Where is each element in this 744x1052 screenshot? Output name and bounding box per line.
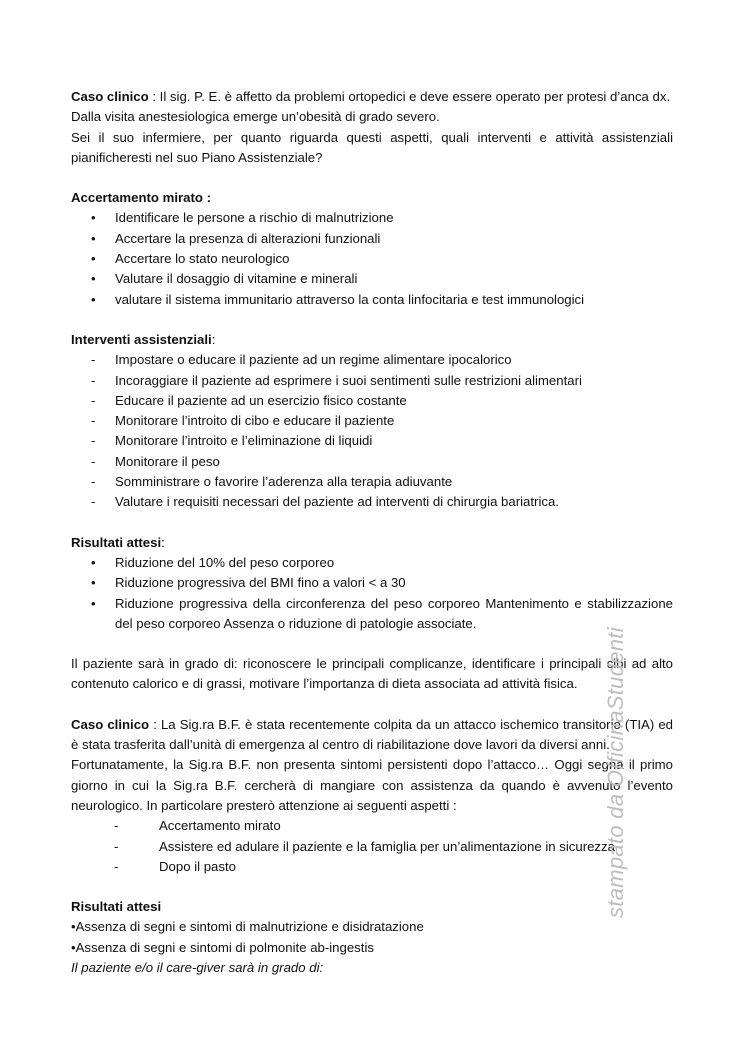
case1-intro <box>71 87 673 128</box>
case2-intro <box>71 715 673 756</box>
list-item: • Accertare la presenza di alterazioni funzionali <box>71 229 673 249</box>
list-item: • Riduzione progressiva del BMI fino a valori < a 30 <box>71 573 673 593</box>
risultati1-list <box>71 553 673 634</box>
list-item: - Valutare i requisiti necessari del paziente ad interventi di chirurgia bariatrica. <box>71 492 673 512</box>
case2-text2: Fortunatamente, la Sig.ra B.F. non presenta sintomi persistenti dopo l’attacco… Oggi segna il primo giorno in cui la Sig.ra B.F. cercherà di mangiare con assistenza da quando è avvenuto l’evento neurologico. In particolare presterò attenzione ai seguenti aspetti : <box>71 757 673 813</box>
case1-intro-line2: Dalla visita anestesiologica emerge un’obesità di grado severo. <box>71 109 440 125</box>
list-item: - Assistere ed adulare il paziente e la famiglia per un’alimentazione in sicurezza <box>71 837 673 857</box>
case1-heading: Caso clinico <box>71 89 149 104</box>
case2-list <box>71 816 673 877</box>
list-item: • Riduzione progressiva della circonferenza del peso corporeo Mantenimento e stabilizzazione del peso corporeo Assenza o riduzione di patologie associate. <box>71 594 673 635</box>
list-item: • Assenza di segni e sintomi di polmonite ab-ingestis <box>71 938 673 958</box>
list-item: - Incoraggiare il paziente ad esprimere i suoi sentimenti sulle restrizioni alimentari <box>71 371 673 391</box>
watermark-text: stampato da OfficinaStudenti <box>603 627 628 918</box>
risultati1-heading <box>71 533 673 553</box>
risultati1-heading-suffix: : <box>161 534 165 550</box>
case1-question: Sei il suo infermiere, per quanto riguarda questi aspetti, quali interventi e attività assistenziali pianificheresti nel suo Piano Assistenziale? <box>71 129 673 165</box>
risultati2-heading-text: Risultati attesi <box>71 899 162 915</box>
list-item: - Somministrare o favorire l’aderenza alla terapia adiuvante <box>71 472 673 492</box>
list-item: • Riduzione del 10% del peso corporeo <box>71 553 673 573</box>
risultati2-closing: Il paziente e/o il care-giver sarà in grado di: <box>71 959 324 975</box>
document-page <box>71 87 673 978</box>
interventi-list <box>71 350 673 512</box>
list-item: • Assenza di segni e sintomi di malnutrizione e disidratazione <box>71 917 673 937</box>
case2-text1: : La Sig.ra B.F. è stata recentemente colpita da un attacco ischemico transitorio (TIA) ed è stata trasferita dall’unità di emergenza al centro di riabilitazione dove lavori da diversi anni. <box>71 716 673 753</box>
list-item: - Impostare o educare il paziente ad un regime alimentare ipocalorico <box>71 350 673 370</box>
interventi-heading-text: Interventi assistenziali <box>71 331 212 347</box>
outcome-text: Il paziente sarà in grado di: riconoscere le principali complicanze, identificare i principali cibi ad alto contenuto calorico e di grassi, motivare l’importanza di dieta associata ad attività fisica. <box>71 656 673 692</box>
list-item: • valutare il sistema immunitario attraverso la conta linfocitaria e test immunologici <box>71 290 673 310</box>
list-item: - Monitorare l’introito e l’eliminazione di liquidi <box>71 431 673 451</box>
list-item: • Valutare il dosaggio di vitamine e minerali <box>71 269 673 289</box>
accertamento-list <box>71 208 673 309</box>
interventi-heading-suffix: : <box>211 331 216 347</box>
list-item: • Accertare lo stato neurologico <box>71 249 673 269</box>
case1-intro-line1: : Il sig. P. E. è affetto da problemi ortopedici e deve essere operato per protesi d’anca dx. <box>148 89 671 104</box>
accertamento-heading-text: Accertamento mirato : <box>71 190 211 206</box>
accertamento-heading <box>71 188 673 208</box>
risultati2-heading <box>71 897 673 917</box>
list-item: - Accertamento mirato <box>71 816 673 836</box>
list-item: - Monitorare l’introito di cibo e educare il paziente <box>71 411 673 431</box>
list-item: - Monitorare il peso <box>71 452 673 472</box>
list-item: • Identificare le persone a rischio di malnutrizione <box>71 208 673 228</box>
list-item: - Educare il paziente ad un esercizio fisico costante <box>71 391 673 411</box>
interventi-heading <box>71 330 673 350</box>
list-item: - Dopo il pasto <box>71 857 673 877</box>
case2-heading: Caso clinico <box>71 716 150 732</box>
risultati1-heading-text: Risultati attesi <box>71 534 162 550</box>
